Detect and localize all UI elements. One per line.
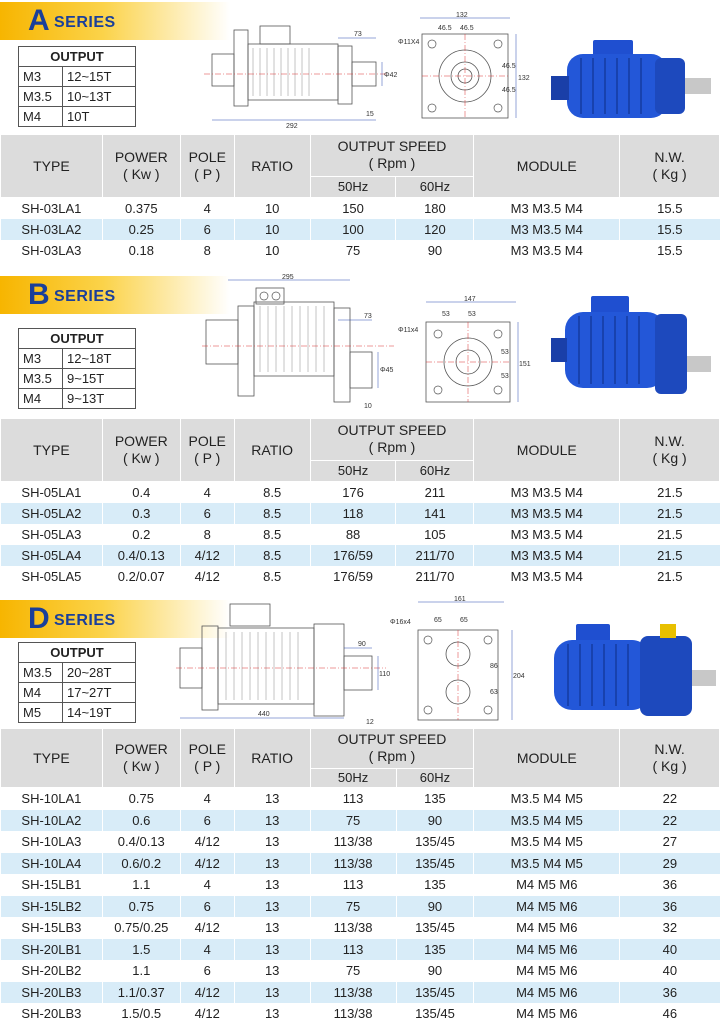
- cell-pole: 6: [180, 960, 234, 982]
- cell-type: SH-05LA2: [1, 503, 103, 524]
- cell-power: 0.375: [102, 198, 180, 220]
- col-pole: POLE ( P ): [180, 135, 234, 198]
- output-header: OUTPUT: [19, 329, 136, 349]
- col-power: POWER ( Kw ): [102, 135, 180, 198]
- series-b-flange-drawing: [398, 294, 531, 409]
- cell-power: 0.2: [102, 524, 180, 545]
- output-module: M4: [19, 683, 63, 703]
- cell-pole: 8: [180, 524, 234, 545]
- cell-speed-60hz: 90: [396, 810, 474, 832]
- table-row: [1, 482, 720, 504]
- cell-power: 1.5/0.5: [102, 1003, 180, 1025]
- cell-power: 1.1/0.37: [102, 982, 180, 1004]
- cell-nw: 21.5: [620, 503, 720, 524]
- cell-type: SH-05LA4: [1, 545, 103, 566]
- cell-type: SH-15LB1: [1, 874, 103, 896]
- series-b-banner: [0, 276, 230, 314]
- dim-label: 110: [379, 671, 391, 678]
- dim-label: 53: [501, 349, 509, 356]
- dim-label: 63: [490, 689, 498, 696]
- cell-ratio: 13: [234, 917, 310, 939]
- cell-module: M4 M5 M6: [474, 917, 620, 939]
- cell-pole: 6: [180, 503, 234, 524]
- output-value: 9~13T: [63, 389, 136, 409]
- dim-label: 90: [358, 641, 366, 648]
- cell-power: 0.4/0.13: [102, 831, 180, 853]
- table-row: [1, 831, 720, 853]
- output-value: 12~18T: [63, 349, 136, 369]
- series-b-side-drawing: [198, 272, 408, 412]
- cell-ratio: 13: [234, 960, 310, 982]
- cell-speed-50hz: 150: [310, 198, 396, 220]
- series-d-letter: D: [28, 602, 50, 635]
- table-row: [1, 240, 720, 261]
- cell-speed-60hz: 90: [396, 960, 474, 982]
- cell-module: M3 M3.5 M4: [474, 219, 620, 240]
- cell-module: M4 M5 M6: [474, 982, 620, 1004]
- dim-label: Φ42: [384, 72, 398, 79]
- cell-module: M3 M3.5 M4: [474, 545, 620, 566]
- cell-nw: 15.5: [620, 240, 720, 261]
- cell-module: M3 M3.5 M4: [474, 198, 620, 220]
- dim-label: 65: [460, 617, 468, 624]
- series-a-side-drawing: [198, 18, 408, 130]
- series-a-motor-photo: [545, 30, 715, 130]
- cell-nw: 21.5: [620, 566, 720, 587]
- cell-module: M3.5 M4 M5: [474, 831, 620, 853]
- table-row: [1, 219, 720, 240]
- col-type: TYPE: [1, 419, 103, 482]
- col-module: MODULE: [474, 729, 620, 788]
- cell-speed-50hz: 75: [310, 810, 396, 832]
- series-b-motor-photo: [545, 290, 715, 410]
- cell-speed-50hz: 176/59: [310, 566, 396, 587]
- col-pole: POLE ( P ): [180, 419, 234, 482]
- cell-power: 0.3: [102, 503, 180, 524]
- dim-label: 53: [442, 311, 450, 318]
- table-row: [1, 874, 720, 896]
- cell-speed-50hz: 176: [310, 482, 396, 504]
- cell-pole: 4/12: [180, 566, 234, 587]
- cell-type: SH-15LB2: [1, 896, 103, 918]
- cell-speed-60hz: 135: [396, 874, 474, 896]
- cell-pole: 4/12: [180, 1003, 234, 1025]
- dim-label: Φ11x4: [398, 327, 419, 334]
- cell-speed-50hz: 118: [310, 503, 396, 524]
- col-60hz: 60Hz: [396, 176, 474, 197]
- dim-label: 132: [456, 12, 468, 19]
- cell-nw: 40: [620, 960, 720, 982]
- cell-speed-50hz: 113/38: [310, 853, 396, 875]
- cell-nw: 22: [620, 788, 720, 810]
- table-row: [1, 788, 720, 810]
- cell-pole: 4: [180, 874, 234, 896]
- cell-speed-60hz: 90: [396, 896, 474, 918]
- cell-nw: 15.5: [620, 198, 720, 220]
- table-row: [1, 939, 720, 961]
- output-value: 17~27T: [63, 683, 136, 703]
- cell-nw: 40: [620, 939, 720, 961]
- dim-label: 292: [286, 123, 298, 130]
- output-module: M3.5: [19, 663, 63, 683]
- cell-ratio: 10: [234, 219, 310, 240]
- cell-nw: 46: [620, 1003, 720, 1025]
- series-b-word: SERIES: [54, 288, 116, 305]
- cell-type: SH-03LA1: [1, 198, 103, 220]
- dim-label: 73: [364, 313, 372, 320]
- cell-speed-50hz: 75: [310, 960, 396, 982]
- table-row: [1, 853, 720, 875]
- cell-pole: 4: [180, 482, 234, 504]
- cell-nw: 21.5: [620, 545, 720, 566]
- cell-nw: 29: [620, 853, 720, 875]
- cell-ratio: 8.5: [234, 524, 310, 545]
- cell-speed-60hz: 135/45: [396, 831, 474, 853]
- series-d-rows: [1, 788, 720, 1025]
- cell-speed-60hz: 211/70: [396, 545, 474, 566]
- cell-ratio: 8.5: [234, 566, 310, 587]
- cell-pole: 4: [180, 198, 234, 220]
- cell-module: M3 M3.5 M4: [474, 240, 620, 261]
- col-power: POWER ( Kw ): [102, 729, 180, 788]
- output-header: OUTPUT: [19, 643, 136, 663]
- cell-power: 0.18: [102, 240, 180, 261]
- output-value: 9~15T: [63, 369, 136, 389]
- cell-module: M3 M3.5 M4: [474, 482, 620, 504]
- col-nw: N.W. ( Kg ): [620, 419, 720, 482]
- cell-type: SH-10LA1: [1, 788, 103, 810]
- dim-label: 53: [468, 311, 476, 318]
- cell-speed-50hz: 176/59: [310, 545, 396, 566]
- output-module: M3.5: [19, 87, 63, 107]
- col-pole: POLE ( P ): [180, 729, 234, 788]
- cell-ratio: 13: [234, 982, 310, 1004]
- cell-speed-60hz: 141: [396, 503, 474, 524]
- cell-speed-60hz: 135: [396, 939, 474, 961]
- cell-speed-60hz: 105: [396, 524, 474, 545]
- col-ratio: RATIO: [234, 419, 310, 482]
- col-module: MODULE: [474, 135, 620, 198]
- cell-power: 1.5: [102, 939, 180, 961]
- cell-module: M3 M3.5 M4: [474, 566, 620, 587]
- cell-ratio: 10: [234, 240, 310, 261]
- cell-module: M3.5 M4 M5: [474, 853, 620, 875]
- cell-type: SH-10LA2: [1, 810, 103, 832]
- output-header: OUTPUT: [19, 47, 136, 67]
- col-60hz: 60Hz: [396, 768, 474, 787]
- col-module: MODULE: [474, 419, 620, 482]
- series-d-side-drawing: [172, 594, 392, 726]
- dim-label: 15: [366, 111, 374, 118]
- table-row: [1, 896, 720, 918]
- cell-ratio: 13: [234, 810, 310, 832]
- cell-pole: 4/12: [180, 917, 234, 939]
- output-value: 10~13T: [63, 87, 136, 107]
- series-a-spec-table: [0, 134, 720, 261]
- cell-type: SH-03LA2: [1, 219, 103, 240]
- series-b-rows: [1, 482, 720, 588]
- dim-label: 295: [282, 274, 294, 281]
- cell-module: M3 M3.5 M4: [474, 524, 620, 545]
- output-value: 10T: [63, 107, 136, 127]
- col-nw: N.W. ( Kg ): [620, 729, 720, 788]
- output-module: M5: [19, 703, 63, 723]
- table-row: [1, 960, 720, 982]
- cell-type: SH-20LB2: [1, 960, 103, 982]
- dim-label: 161: [454, 596, 466, 603]
- cell-type: SH-10LA4: [1, 853, 103, 875]
- cell-power: 0.6: [102, 810, 180, 832]
- col-50hz: 50Hz: [310, 768, 396, 787]
- cell-power: 0.2/0.07: [102, 566, 180, 587]
- cell-pole: 6: [180, 896, 234, 918]
- col-60hz: 60Hz: [396, 460, 474, 481]
- series-a-output-table: [18, 46, 136, 127]
- dim-label: 204: [513, 673, 525, 680]
- cell-nw: 21.5: [620, 524, 720, 545]
- cell-pole: 6: [180, 219, 234, 240]
- cell-type: SH-05LA3: [1, 524, 103, 545]
- cell-speed-60hz: 135/45: [396, 982, 474, 1004]
- cell-ratio: 13: [234, 853, 310, 875]
- cell-type: SH-10LA3: [1, 831, 103, 853]
- cell-type: SH-05LA1: [1, 482, 103, 504]
- cell-speed-60hz: 211/70: [396, 566, 474, 587]
- dim-label: Φ11X4: [398, 39, 420, 46]
- cell-ratio: 13: [234, 874, 310, 896]
- col-type: TYPE: [1, 135, 103, 198]
- output-module: M4: [19, 389, 63, 409]
- output-value: 20~28T: [63, 663, 136, 683]
- dim-label: 46.5: [460, 25, 474, 32]
- series-a-banner: [0, 2, 230, 40]
- col-ratio: RATIO: [234, 729, 310, 788]
- dim-label: 46.5: [502, 63, 516, 70]
- cell-type: SH-20LB3: [1, 1003, 103, 1025]
- dim-label: Φ16x4: [390, 619, 411, 626]
- table-row: [1, 524, 720, 545]
- cell-module: M3.5 M4 M5: [474, 810, 620, 832]
- cell-pole: 4/12: [180, 545, 234, 566]
- cell-power: 1.1: [102, 960, 180, 982]
- col-type: TYPE: [1, 729, 103, 788]
- table-row: [1, 917, 720, 939]
- cell-speed-50hz: 88: [310, 524, 396, 545]
- table-row: [1, 566, 720, 587]
- cell-speed-50hz: 113/38: [310, 982, 396, 1004]
- cell-speed-60hz: 135/45: [396, 1003, 474, 1025]
- cell-speed-50hz: 113: [310, 788, 396, 810]
- dim-label: 147: [464, 296, 476, 303]
- series-b-spec-table: [0, 418, 720, 587]
- cell-nw: 32: [620, 917, 720, 939]
- cell-module: M3 M3.5 M4: [474, 503, 620, 524]
- cell-speed-50hz: 75: [310, 896, 396, 918]
- cell-power: 0.6/0.2: [102, 853, 180, 875]
- series-d-spec-table: [0, 728, 720, 1025]
- cell-power: 0.25: [102, 219, 180, 240]
- cell-speed-50hz: 113: [310, 874, 396, 896]
- cell-pole: 4/12: [180, 853, 234, 875]
- output-value: 14~19T: [63, 703, 136, 723]
- dim-label: 53: [501, 373, 509, 380]
- cell-ratio: 13: [234, 896, 310, 918]
- cell-pole: 6: [180, 810, 234, 832]
- cell-speed-60hz: 135/45: [396, 853, 474, 875]
- cell-nw: 15.5: [620, 219, 720, 240]
- dim-label: 46.5: [502, 87, 516, 94]
- cell-module: M3.5 M4 M5: [474, 788, 620, 810]
- dim-label: 132: [518, 75, 530, 82]
- col-output-speed: OUTPUT SPEED ( Rpm ): [310, 419, 474, 461]
- cell-power: 0.4: [102, 482, 180, 504]
- col-nw: N.W. ( Kg ): [620, 135, 720, 198]
- series-a-flange-drawing: [398, 10, 528, 125]
- cell-speed-60hz: 90: [396, 240, 474, 261]
- cell-speed-60hz: 211: [396, 482, 474, 504]
- cell-ratio: 8.5: [234, 482, 310, 504]
- dim-label: 86: [490, 663, 498, 670]
- cell-type: SH-20LB3: [1, 982, 103, 1004]
- series-b-output-table: [18, 328, 136, 409]
- cell-module: M4 M5 M6: [474, 939, 620, 961]
- cell-module: M4 M5 M6: [474, 1003, 620, 1025]
- col-output-speed: OUTPUT SPEED ( Rpm ): [310, 729, 474, 769]
- cell-nw: 22: [620, 810, 720, 832]
- col-ratio: RATIO: [234, 135, 310, 198]
- cell-speed-60hz: 120: [396, 219, 474, 240]
- cell-type: SH-03LA3: [1, 240, 103, 261]
- dim-label: 73: [354, 31, 362, 38]
- cell-ratio: 13: [234, 1003, 310, 1025]
- cell-pole: 4: [180, 939, 234, 961]
- col-50hz: 50Hz: [310, 460, 396, 481]
- col-power: POWER ( Kw ): [102, 419, 180, 482]
- dim-label: 65: [434, 617, 442, 624]
- dim-label: 440: [258, 711, 270, 718]
- col-output-speed: OUTPUT SPEED ( Rpm ): [310, 135, 474, 177]
- cell-ratio: 13: [234, 831, 310, 853]
- output-module: M4: [19, 107, 63, 127]
- dim-label: Φ45: [380, 367, 394, 374]
- table-row: [1, 1003, 720, 1025]
- cell-ratio: 10: [234, 198, 310, 220]
- cell-power: 0.75: [102, 788, 180, 810]
- cell-power: 0.75/0.25: [102, 917, 180, 939]
- output-module: M3: [19, 67, 63, 87]
- cell-ratio: 13: [234, 788, 310, 810]
- cell-nw: 27: [620, 831, 720, 853]
- cell-type: SH-20LB1: [1, 939, 103, 961]
- cell-power: 1.1: [102, 874, 180, 896]
- dim-label: 46.5: [438, 25, 452, 32]
- series-d-output-table: [18, 642, 136, 723]
- table-row: [1, 810, 720, 832]
- series-a-rows: [1, 198, 720, 262]
- cell-type: SH-15LB3: [1, 917, 103, 939]
- cell-ratio: 8.5: [234, 503, 310, 524]
- cell-ratio: 8.5: [234, 545, 310, 566]
- cell-pole: 4/12: [180, 982, 234, 1004]
- series-a-letter: A: [28, 4, 50, 37]
- cell-module: M4 M5 M6: [474, 960, 620, 982]
- table-row: [1, 545, 720, 566]
- series-d-flange-drawing: [388, 594, 528, 726]
- cell-power: 0.75: [102, 896, 180, 918]
- table-row: [1, 982, 720, 1004]
- dim-label: 12: [366, 719, 374, 726]
- cell-type: SH-05LA5: [1, 566, 103, 587]
- cell-speed-50hz: 75: [310, 240, 396, 261]
- col-50hz: 50Hz: [310, 176, 396, 197]
- cell-speed-50hz: 113/38: [310, 831, 396, 853]
- cell-speed-60hz: 135/45: [396, 917, 474, 939]
- cell-power: 0.4/0.13: [102, 545, 180, 566]
- table-row: [1, 503, 720, 524]
- table-row: [1, 198, 720, 220]
- dim-label: 10: [364, 403, 372, 410]
- series-d-word: SERIES: [54, 612, 116, 629]
- dim-label: 151: [519, 361, 531, 368]
- cell-speed-60hz: 180: [396, 198, 474, 220]
- output-module: M3.5: [19, 369, 63, 389]
- cell-nw: 36: [620, 896, 720, 918]
- cell-module: M4 M5 M6: [474, 874, 620, 896]
- cell-nw: 36: [620, 982, 720, 1004]
- cell-nw: 36: [620, 874, 720, 896]
- series-b-letter: B: [28, 278, 50, 311]
- cell-pole: 8: [180, 240, 234, 261]
- cell-pole: 4/12: [180, 831, 234, 853]
- output-module: M3: [19, 349, 63, 369]
- cell-speed-50hz: 113/38: [310, 917, 396, 939]
- cell-pole: 4: [180, 788, 234, 810]
- cell-speed-50hz: 113/38: [310, 1003, 396, 1025]
- cell-speed-50hz: 100: [310, 219, 396, 240]
- cell-speed-60hz: 135: [396, 788, 474, 810]
- output-value: 12~15T: [63, 67, 136, 87]
- series-a-word: SERIES: [54, 14, 116, 31]
- cell-module: M4 M5 M6: [474, 896, 620, 918]
- cell-speed-50hz: 113: [310, 939, 396, 961]
- cell-ratio: 13: [234, 939, 310, 961]
- cell-nw: 21.5: [620, 482, 720, 504]
- series-d-motor-photo: [540, 616, 718, 726]
